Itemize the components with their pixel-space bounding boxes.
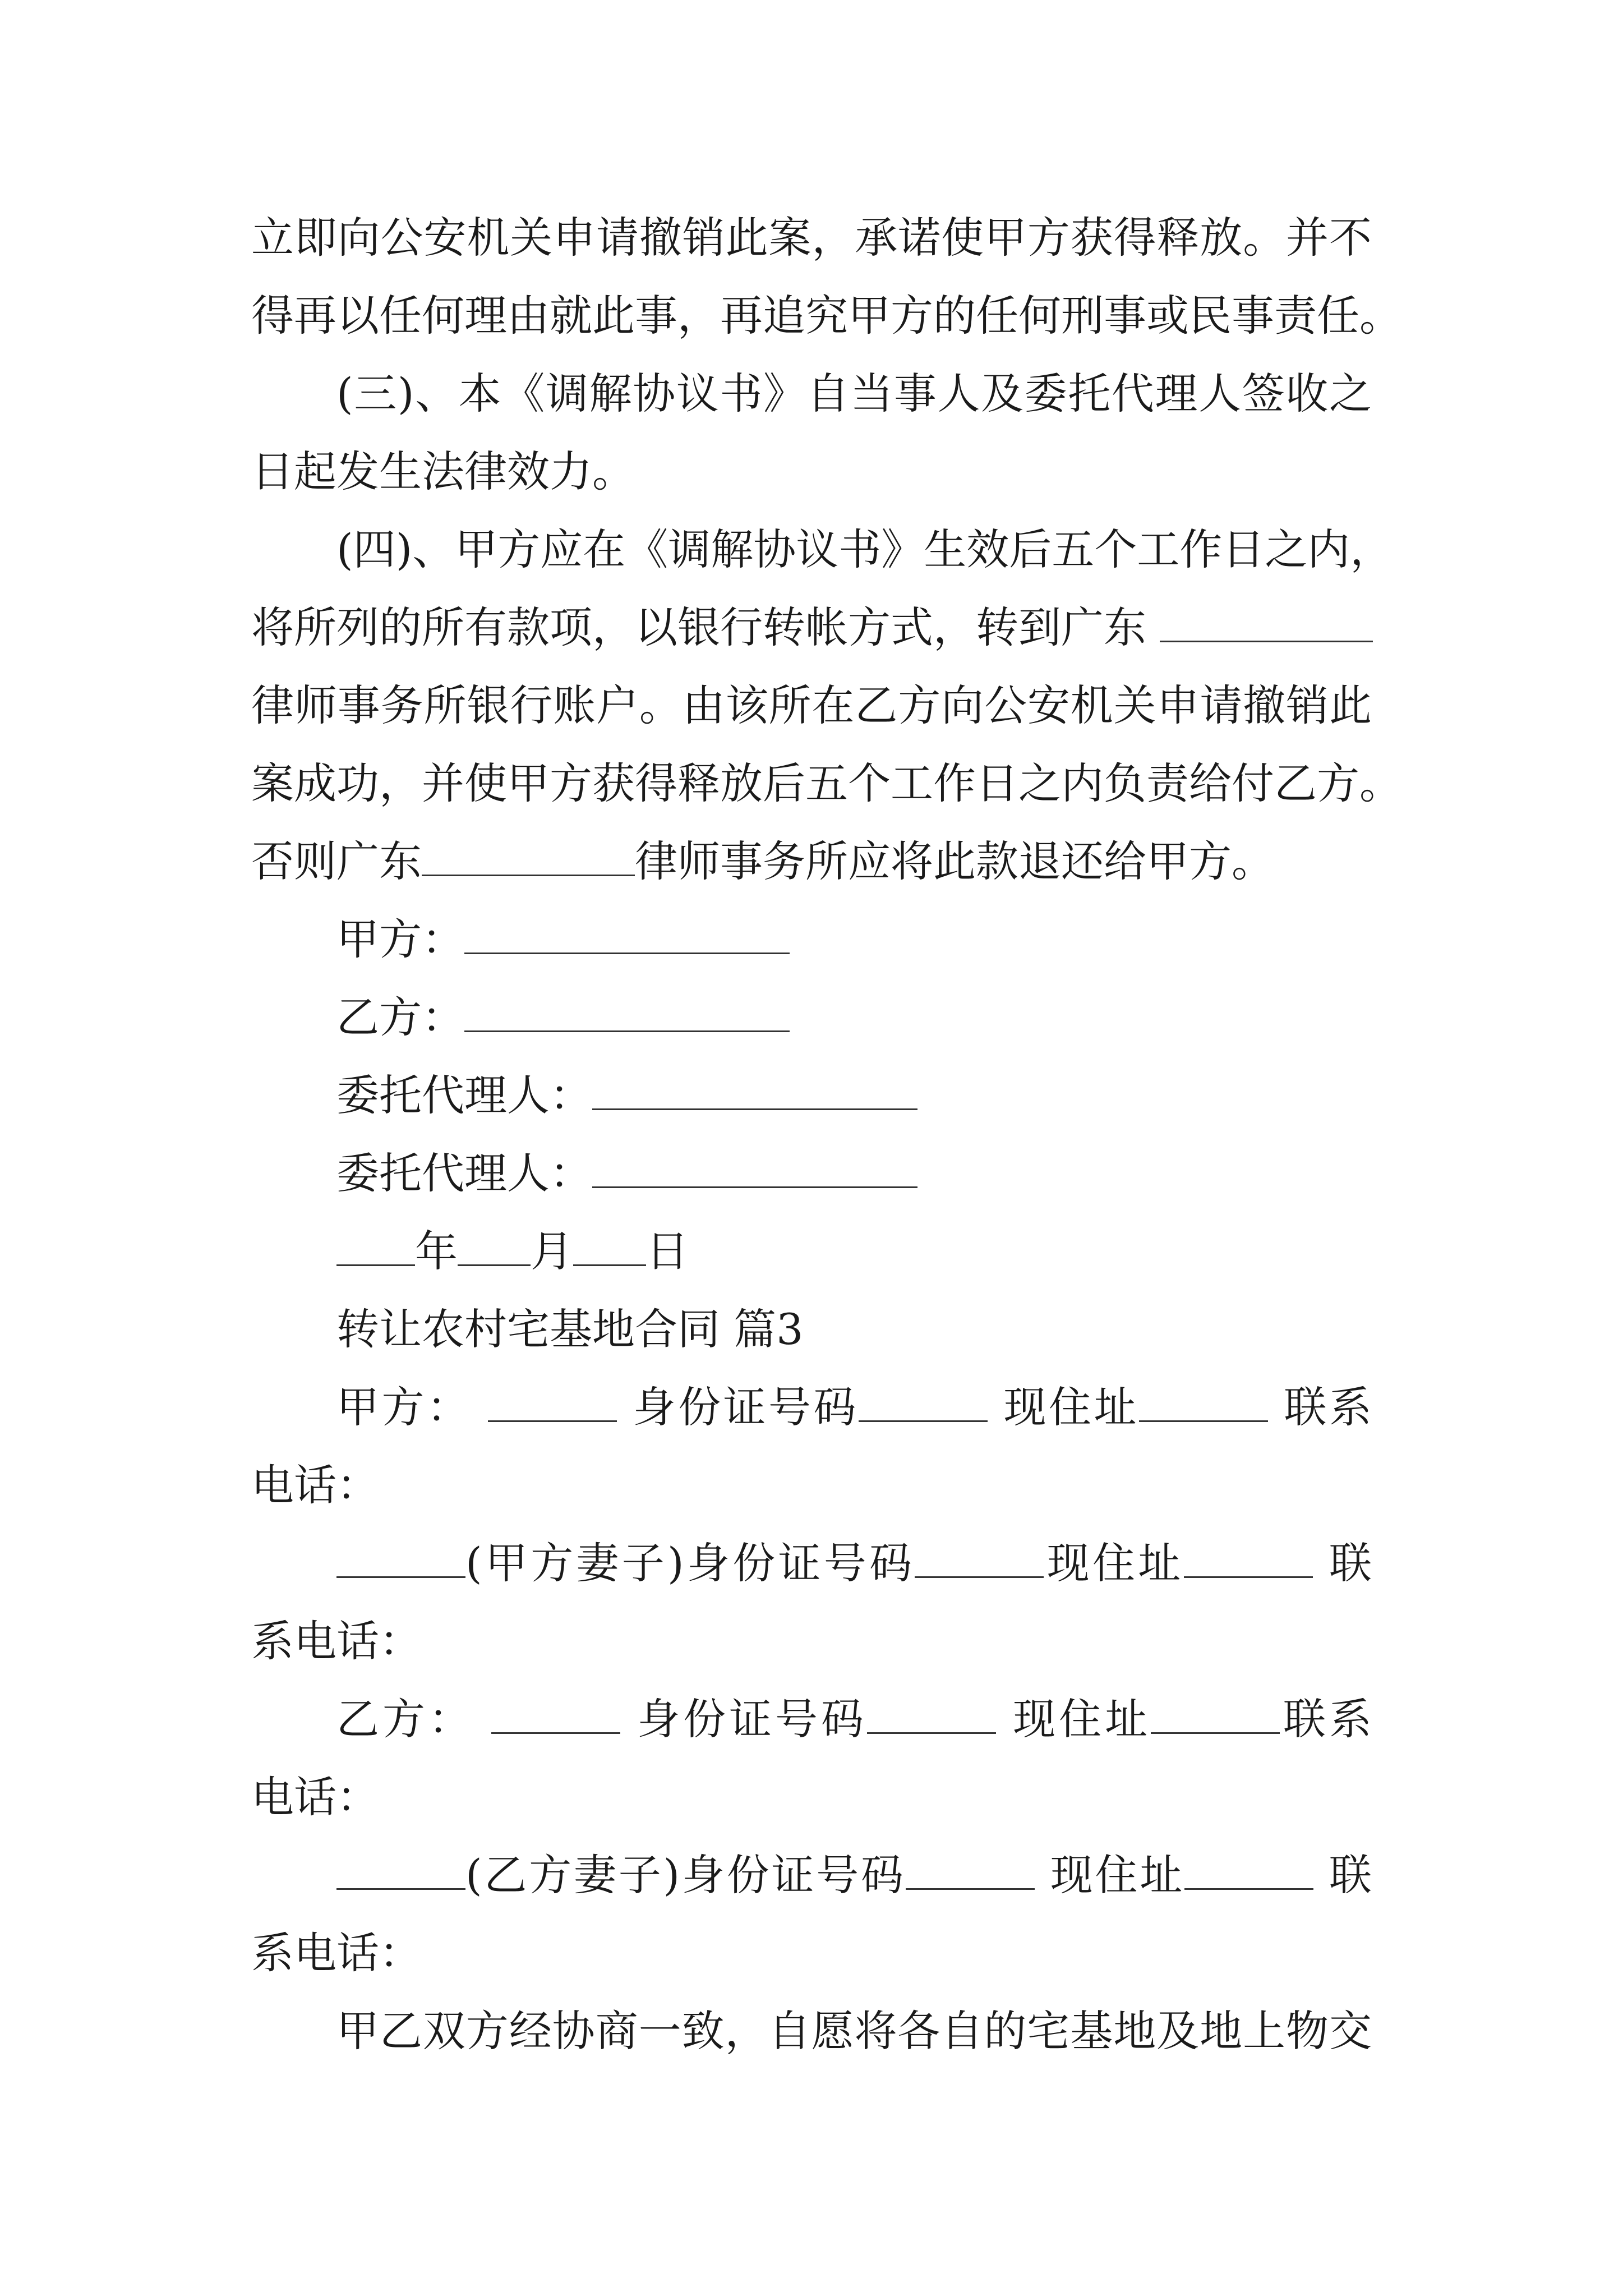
label: 联系 — [1284, 1382, 1372, 1432]
label: 身份证号码 — [633, 1382, 859, 1432]
signature-party-a — [336, 913, 1372, 967]
signature-blank — [592, 1070, 917, 1110]
clause-4-line — [251, 835, 1372, 889]
address-blank — [1184, 1850, 1313, 1890]
clause-4-line — [251, 601, 1372, 655]
signature-party-b — [336, 991, 1372, 1045]
date-line — [336, 1225, 1372, 1278]
label: 联 — [1329, 1850, 1372, 1900]
party-a-line — [336, 1381, 1372, 1434]
label: 委托代理人： — [336, 1148, 592, 1198]
label: 委托代理人： — [336, 1070, 592, 1120]
clause-4-text: 律师事务所应将此款退还给甲方。 — [635, 836, 1274, 886]
label: 乙方： — [336, 1694, 474, 1744]
party-a-phone-line: 电话： — [251, 1460, 379, 1510]
label: 甲方： — [336, 1382, 472, 1432]
party-b-line — [336, 1692, 1372, 1746]
id-blank — [867, 1694, 996, 1734]
name-blank — [488, 1382, 617, 1422]
name-blank — [491, 1694, 620, 1734]
label: 现住址 — [1050, 1850, 1185, 1900]
party-b-spouse-phone-line: 系电话： — [251, 1928, 422, 1978]
clause-4-text: 将所列的所有款项，以银行转帐方式，转到广东 — [251, 602, 1146, 652]
clause-3-line: (三)、本《调解协议书》自当事人及委托代理人签收之 — [336, 369, 1372, 418]
clause-4-line: 律师事务所银行账户。由该所在乙方向公安机关申请撤销此 — [251, 680, 1372, 730]
label: 联 — [1329, 1538, 1372, 1588]
bank-blank — [1160, 602, 1373, 642]
label: 现住址 — [1013, 1694, 1151, 1744]
clause-4-line: (四)、甲方应在《调解协议书》生效后五个工作日之内， — [336, 524, 1393, 574]
month-label: 月 — [531, 1226, 573, 1276]
label: 现住址 — [1044, 1538, 1184, 1588]
label: (乙方妻子)身份证号码 — [465, 1850, 906, 1900]
clause-4-text: 否则广东 — [251, 836, 422, 886]
text-line: 得再以任何理由就此事，再追究甲方的任何刑事或民事责任。 — [251, 291, 1402, 341]
label: 现住址 — [1003, 1382, 1139, 1432]
signature-agent-1 — [336, 1069, 1372, 1122]
section-title: 转让农村宅基地合同 篇3 — [336, 1304, 804, 1354]
label: (甲方妻子)身份证号码 — [465, 1538, 915, 1588]
label: 身份证号码 — [637, 1694, 868, 1744]
label: 乙方： — [336, 992, 464, 1042]
id-blank — [915, 1538, 1044, 1578]
text-line: 立即向公安机关申请撤销此案，承诺使甲方获得释放。并不 — [251, 213, 1372, 263]
clause-4-line: 案成功，并使甲方获得释放后五个工作日之内负责给付乙方。 — [251, 758, 1402, 808]
day-blank — [573, 1226, 646, 1266]
signature-blank — [464, 914, 790, 954]
party-b-spouse-line — [336, 1848, 1372, 1902]
label: 甲方： — [336, 914, 464, 964]
lawfirm-blank — [422, 836, 635, 876]
signature-agent-2 — [336, 1147, 1372, 1200]
signature-blank — [464, 992, 790, 1032]
party-b-phone-line: 电话： — [251, 1772, 379, 1822]
address-blank — [1184, 1538, 1313, 1578]
id-blank — [906, 1850, 1035, 1890]
party-a-spouse-phone-line: 系电话： — [251, 1616, 422, 1666]
clause-3-line: 日起发生法律效力。 — [251, 447, 635, 496]
signature-blank — [592, 1148, 917, 1188]
address-blank — [1139, 1382, 1268, 1422]
closing-line: 甲乙双方经协商一致，自愿将各自的宅基地及地上物交 — [336, 2006, 1372, 2056]
year-label: 年 — [415, 1226, 458, 1276]
name-blank — [336, 1850, 465, 1890]
name-blank — [336, 1538, 465, 1578]
day-label: 日 — [646, 1226, 689, 1276]
id-blank — [859, 1382, 988, 1422]
year-blank — [336, 1226, 415, 1266]
label: 联系 — [1280, 1694, 1372, 1744]
address-blank — [1151, 1694, 1280, 1734]
party-a-spouse-line — [336, 1536, 1372, 1590]
month-blank — [458, 1226, 531, 1266]
